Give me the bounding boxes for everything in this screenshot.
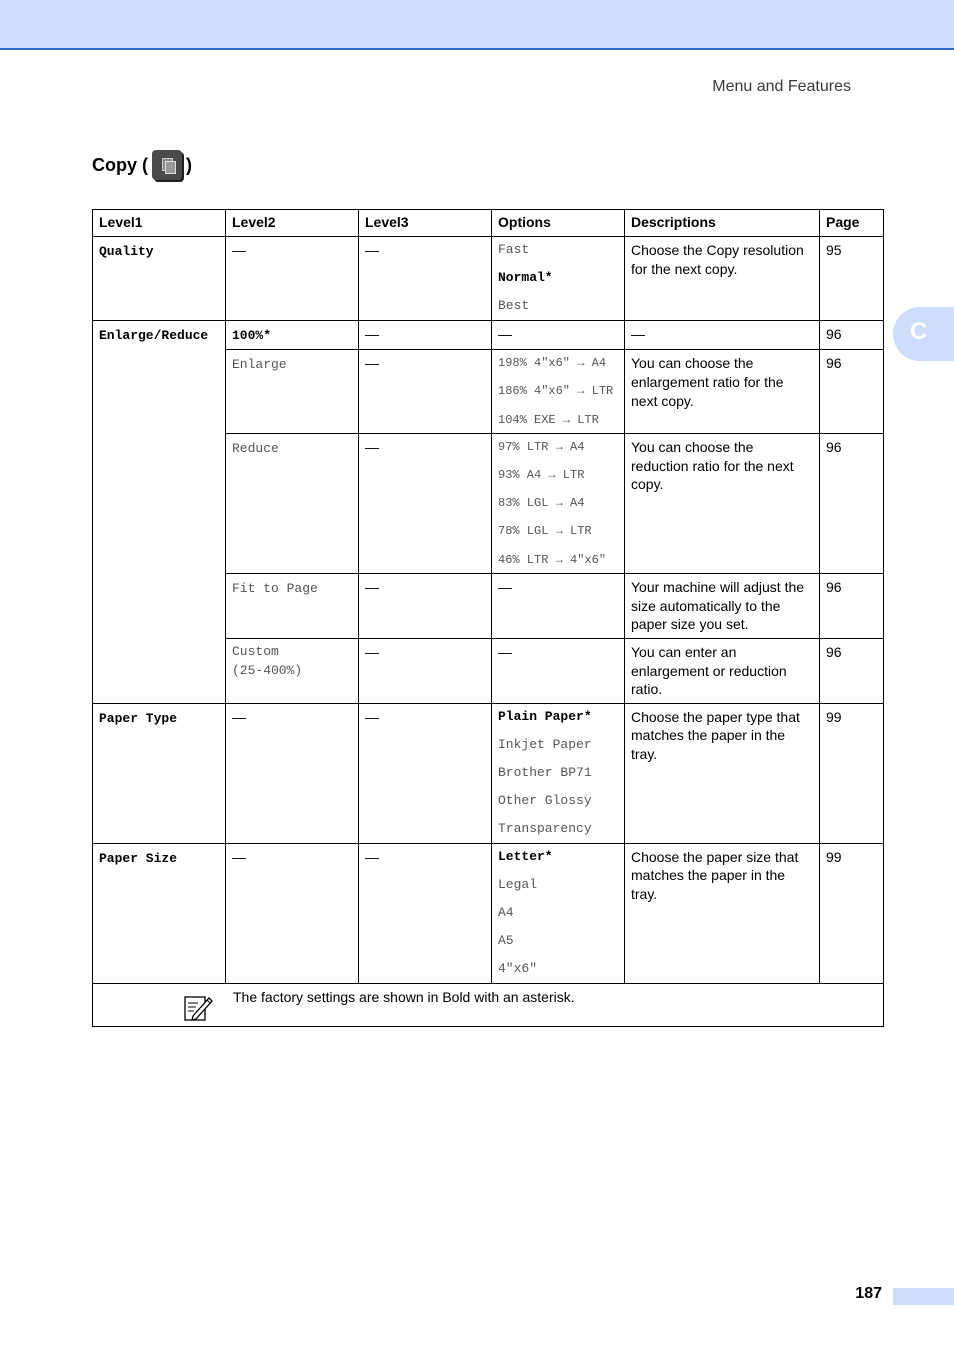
col-header-level3: Level3 (359, 210, 492, 237)
note-pencil-icon (183, 992, 213, 1022)
option-4x6: 4"x6" (498, 961, 538, 977)
description-custom: You can enter an enlargement or reduction ratio. (631, 643, 787, 698)
cell-level2 (226, 574, 359, 639)
cell-level2 (226, 638, 359, 703)
table-header-row (93, 210, 884, 237)
cell-options (492, 350, 625, 434)
cell-page: 96 (820, 320, 884, 350)
level2-reduce: Reduce (232, 441, 279, 457)
option-a4: A4 (498, 904, 514, 920)
cell-level3: — (359, 320, 492, 350)
description-enlarge: You can choose the enlargement ratio for the next copy. (631, 355, 784, 409)
cell-level2 (226, 434, 359, 574)
cell-level1 (93, 320, 226, 703)
option-186: 186% 4"x6" → LTR (498, 384, 614, 399)
cell-description (625, 237, 820, 321)
description-paper-size: Choose the paper size that matches the paper in the tray. (631, 848, 799, 902)
option-46: 46% LTR → 4"x6" (498, 552, 607, 567)
option-78: 78% LGL → LTR (498, 524, 592, 539)
cell-level3: — (359, 703, 492, 843)
option-fast: Fast (498, 242, 530, 257)
page-number-band (893, 1288, 954, 1305)
cell-level3: — (359, 350, 492, 434)
level1-quality: Quality (99, 244, 154, 259)
cell-level2: — (226, 237, 359, 321)
level1-paper-size: Paper Size (99, 850, 178, 866)
cell-level2: — (226, 843, 359, 983)
cell-level3: — (359, 434, 492, 574)
option-best: Best (498, 298, 530, 314)
cell-page: 96 (820, 350, 884, 434)
cell-description (625, 350, 820, 434)
level2-custom: Custom (232, 643, 279, 659)
page-number: 187 (855, 1285, 882, 1302)
cell-description: — (625, 320, 820, 350)
cell-level1 (93, 843, 226, 983)
section-title (92, 150, 192, 180)
chapter-letter: C (910, 318, 928, 345)
section-title-suffix: ) (186, 154, 192, 175)
option-other-glossy: Other Glossy (498, 792, 592, 808)
cell-description (625, 574, 820, 639)
option-plain-paper: Plain Paper* (498, 708, 592, 724)
table-row-paper-size (93, 843, 884, 983)
cell-page: 96 (820, 574, 884, 639)
option-93: 93% A4 → LTR (498, 468, 585, 483)
top-color-band (0, 0, 954, 50)
cell-level2 (226, 320, 359, 350)
level1-paper-type: Paper Type (99, 710, 178, 726)
copy-icon (152, 150, 182, 180)
option-transparency: Transparency (498, 821, 592, 837)
cell-level3: — (359, 237, 492, 321)
cell-page: 96 (820, 434, 884, 574)
chapter-tab (893, 307, 954, 361)
cell-level1 (93, 237, 226, 321)
table-row-paper-type (93, 703, 884, 843)
cell-options (492, 843, 625, 983)
table-row-enlarge-reduce-100 (93, 320, 884, 350)
option-104: 104% EXE → LTR (498, 412, 599, 427)
cell-level2: — (226, 703, 359, 843)
col-header-options: Options (492, 210, 625, 237)
cell-options (492, 703, 625, 843)
level2-enlarge: Enlarge (232, 357, 287, 373)
cell-description (625, 434, 820, 574)
option-legal: Legal (498, 876, 538, 892)
cell-level2 (226, 350, 359, 434)
cell-description (625, 638, 820, 703)
cell-level3: — (359, 574, 492, 639)
option-normal: Normal* (498, 270, 553, 286)
option-brother-bp71: Brother BP71 (498, 764, 592, 780)
option-83: 83% LGL → A4 (498, 496, 585, 511)
option-letter: Letter* (498, 848, 553, 864)
option-198: 198% 4"x6" → A4 (498, 356, 607, 371)
cell-level1 (93, 703, 226, 843)
cell-level3: — (359, 638, 492, 703)
col-header-page: Page (820, 210, 884, 237)
cell-options (492, 237, 625, 321)
cell-options: — (492, 320, 625, 350)
cell-page: 99 (820, 843, 884, 983)
description-reduce: You can choose the reduction ratio for the next copy. (631, 439, 794, 493)
option-inkjet-paper: Inkjet Paper (498, 736, 592, 752)
cell-page: 95 (820, 237, 884, 321)
section-title-prefix: Copy ( (92, 154, 148, 175)
cell-page: 99 (820, 703, 884, 843)
option-a5: A5 (498, 932, 514, 948)
cell-page: 96 (820, 638, 884, 703)
col-header-level2: Level2 (226, 210, 359, 237)
description-paper-type: Choose the paper type that matches the paper in the tray. (631, 708, 800, 762)
cell-level3: — (359, 843, 492, 983)
note-text: The factory settings are shown in Bold with an asterisk. (233, 988, 575, 1005)
description-quality: Choose the Copy resolution for the next copy. (631, 242, 804, 277)
table-row-note (93, 983, 884, 1026)
level2-fit-to-page: Fit to Page (232, 581, 318, 597)
cell-options: — (492, 574, 625, 639)
cell-options: — (492, 638, 625, 703)
running-header: Menu and Features (712, 78, 851, 95)
level2-custom-range: (25-400%) (232, 662, 303, 678)
col-header-descriptions: Descriptions (625, 210, 820, 237)
col-header-level1: Level1 (93, 210, 226, 237)
note-cell (93, 983, 884, 1026)
cell-options (492, 434, 625, 574)
level1-enlarge-reduce: Enlarge/Reduce (99, 327, 209, 343)
menu-table (92, 209, 884, 1027)
option-97: 97% LTR → A4 (498, 440, 585, 455)
table-row-quality (93, 237, 884, 321)
cell-description (625, 703, 820, 843)
level2-100: 100%* (232, 327, 272, 343)
cell-description (625, 843, 820, 983)
description-fit: Your machine will adjust the size automatically to the paper size you set. (631, 579, 805, 633)
